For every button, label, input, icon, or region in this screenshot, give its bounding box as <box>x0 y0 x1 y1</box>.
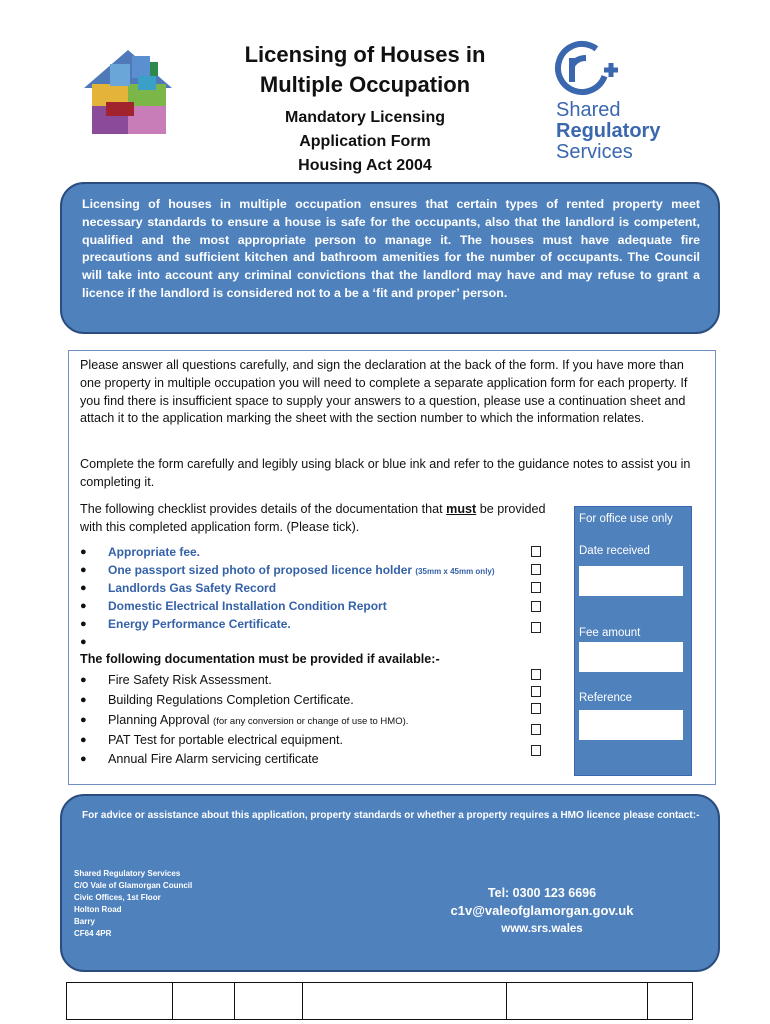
telephone: Tel: 0300 123 6696 <box>487 886 597 900</box>
subtitle-housing-act: Housing Act 2004 <box>298 157 432 174</box>
fee-amount-field[interactable] <box>579 642 683 672</box>
checkbox-gas-safety[interactable] <box>531 582 541 593</box>
checkbox-building-regs[interactable] <box>531 686 541 697</box>
title-line-1: Licensing of Houses in <box>244 42 486 67</box>
address-line: Barry <box>74 917 95 926</box>
address-line: Holton Road <box>74 905 122 914</box>
checkbox-pat-test[interactable] <box>531 724 541 735</box>
table-divider <box>172 983 173 1019</box>
advice-text: For advice or assistance about this application, property standards or whether a property requires a HMO licence please contact:- <box>82 810 700 821</box>
intro-box <box>60 182 720 334</box>
form-title-block <box>220 40 510 178</box>
srs-logo <box>550 40 680 165</box>
srs-r-plus-icon <box>554 40 624 98</box>
instructions-paragraph-2: Complete the form carefully and legibly using black or blue ink and refer to the guidance notes to assist you in completing it. <box>80 457 691 489</box>
reference-label: Reference <box>579 692 633 704</box>
table-divider <box>302 983 303 1019</box>
checkbox-passport-photo[interactable] <box>531 564 541 575</box>
checkbox-appropriate-fee[interactable] <box>531 546 541 557</box>
date-received-label: Date received <box>579 545 650 557</box>
checklist-intro-text-a: The following checklist provides details of the documentation that <box>80 502 447 516</box>
website-link[interactable]: www.srs.wales <box>501 923 583 935</box>
contact-box <box>60 794 720 972</box>
title-line-2: Multiple Occupation <box>259 72 471 97</box>
address-line: Shared Regulatory Services <box>74 869 181 878</box>
email-link[interactable]: c1v@valeofglamorgan.gov.uk <box>450 903 634 918</box>
table-divider <box>234 983 235 1019</box>
date-received-field[interactable] <box>579 566 683 596</box>
reference-field[interactable] <box>579 710 683 740</box>
available-docs-header: The following documentation must be provided if available:- <box>80 652 440 666</box>
srs-logo-line2: Regulatory <box>556 120 661 142</box>
checkbox-electrical-report[interactable] <box>531 601 541 612</box>
address-line: C/O Vale of Glamorgan Council <box>74 881 193 890</box>
fee-amount-label: Fee amount <box>579 627 641 639</box>
table-divider <box>506 983 507 1019</box>
address-line: CF64 4PR <box>74 929 112 938</box>
office-use-title: For office use only <box>579 513 673 525</box>
subtitle-application-form: Application Form <box>299 133 431 150</box>
instructions-paragraph-1: Please answer all questions carefully, and sign the declaration at the back of the form. If you have more than one property in multiple occupation you will need to complete a separate application form for each property. If you find there is insufficient space to supply your answers to a question, please use a continuation sheet and attach it to the application marking the sheet with the section number to which the information relates. <box>80 358 688 426</box>
intro-text: Licensing of houses in multiple occupation ensures that certain types of rented property meet necessary standards to ensure a house is safe for the occupants, also that the landlord is competent, qualified and the most appropriate person to manage it. The houses must have adequate fire precautions and sufficient kitchen and bathroom amenities for the number of occupants. The Council will take into account any criminal convictions that the landlord may have and may refuse to grant a licence if the landlord is considered not to a be a ‘fit and proper’ person. <box>82 197 700 300</box>
subtitle-licensing: Mandatory Licensing <box>284 109 446 126</box>
checkbox-energy-certificate[interactable] <box>531 622 541 633</box>
checkbox-fire-risk[interactable] <box>531 669 541 680</box>
checkbox-fire-alarm[interactable] <box>531 745 541 756</box>
address-line: Civic Offices, 1st Floor <box>74 893 161 902</box>
table-divider <box>647 983 648 1019</box>
srs-logo-line3: Services <box>556 141 633 163</box>
hmo-house-logo <box>80 46 180 138</box>
checklist-intro-text-b: be provided with this completed application form. (Please tick). <box>80 502 546 534</box>
contact-details <box>422 884 662 938</box>
must-emphasis: must <box>446 502 477 516</box>
checklist-intro <box>80 501 560 537</box>
office-use-panel <box>574 506 692 776</box>
footer-reference-table <box>66 982 693 1020</box>
postal-address <box>74 868 192 940</box>
srs-logo-line1: Shared <box>556 99 621 121</box>
checkbox-planning-approval[interactable] <box>531 703 541 714</box>
